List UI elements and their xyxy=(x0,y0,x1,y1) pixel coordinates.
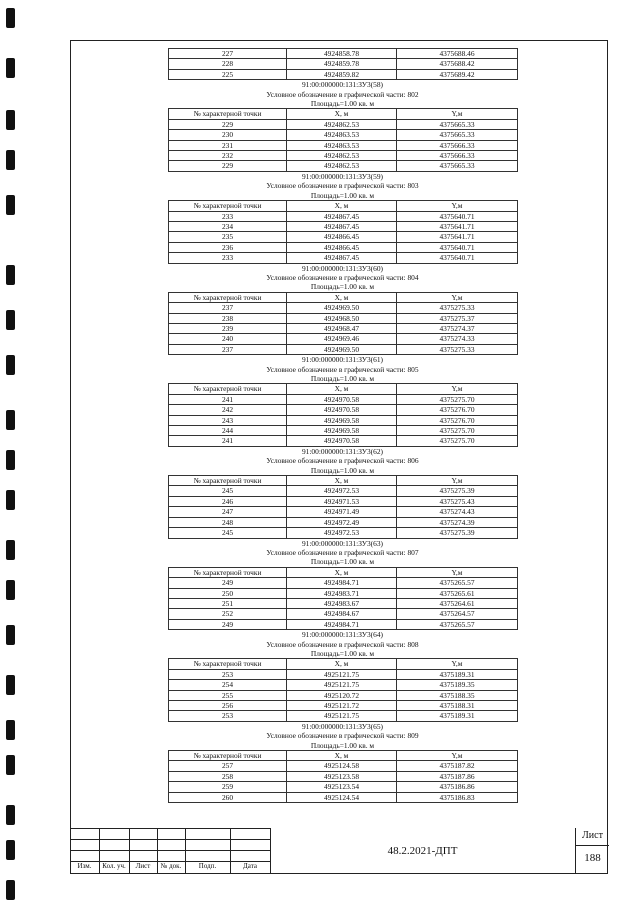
x-coordinate: 4924862.53 xyxy=(287,161,397,171)
table-row xyxy=(169,690,518,700)
x-coordinate: 4924970.58 xyxy=(287,394,397,404)
cadastral-number: 91:00:000000:131:ЗУ3(64) xyxy=(301,630,383,640)
binder-hole-mark xyxy=(6,355,15,375)
header-y: Y,м xyxy=(397,109,518,119)
x-coordinate: 4924969.50 xyxy=(287,344,397,354)
point-number: 252 xyxy=(169,609,287,619)
header-y: Y,м xyxy=(397,384,518,394)
stamp-col-doc: № док. xyxy=(160,862,182,870)
header-y: Y,м xyxy=(397,751,518,761)
x-coordinate: 4924859.82 xyxy=(287,69,397,79)
point-number: 255 xyxy=(169,690,287,700)
binder-hole-mark xyxy=(6,450,15,470)
y-coordinate: 4375265.57 xyxy=(397,619,518,629)
y-coordinate: 4375275.37 xyxy=(397,313,518,323)
table-row xyxy=(169,49,518,59)
table-row xyxy=(169,507,518,517)
point-number: 257 xyxy=(169,761,287,771)
point-number: 238 xyxy=(169,313,287,323)
x-coordinate: 4924970.58 xyxy=(287,436,397,446)
point-number: 256 xyxy=(169,701,287,711)
coordinates-table xyxy=(168,108,518,171)
legend-line xyxy=(168,640,517,649)
point-number: 230 xyxy=(169,130,287,140)
legend-label: Условное обозначение в графической части: xyxy=(266,364,406,374)
y-coordinate: 4375640.71 xyxy=(397,211,518,221)
point-number: 259 xyxy=(169,782,287,792)
header-y: Y,м xyxy=(397,292,518,302)
legend-line xyxy=(168,548,517,557)
y-coordinate: 4375276.70 xyxy=(397,405,518,415)
table-row xyxy=(169,711,518,721)
y-coordinate: 4375275.70 xyxy=(397,436,518,446)
point-number: 250 xyxy=(169,588,287,598)
area-line: Площадь=1.00 кв. м xyxy=(310,190,375,200)
header-point: № характерной точки xyxy=(169,109,287,119)
table-row xyxy=(169,211,518,221)
legend-line xyxy=(168,90,517,99)
point-number: 245 xyxy=(169,528,287,538)
x-coordinate: 4924983.71 xyxy=(287,588,397,598)
legend-code: 802 xyxy=(407,89,419,99)
point-number: 237 xyxy=(169,303,287,313)
table-header-row xyxy=(169,567,518,577)
x-coordinate: 4925121.75 xyxy=(287,669,397,679)
area-line: Площадь=1.00 кв. м xyxy=(310,374,375,383)
title-block xyxy=(70,828,608,874)
x-coordinate: 4924971.53 xyxy=(287,496,397,506)
sheet-label: Лист xyxy=(582,830,603,841)
header-point: № характерной точки xyxy=(169,292,287,302)
table-header-row xyxy=(169,109,518,119)
x-coordinate: 4924969.46 xyxy=(287,334,397,344)
legend-line xyxy=(168,365,517,374)
legend-code: 806 xyxy=(407,456,419,466)
point-number: 254 xyxy=(169,680,287,690)
table-row xyxy=(169,771,518,781)
table-row xyxy=(169,701,518,711)
x-coordinate: 4925121.75 xyxy=(287,680,397,690)
y-coordinate: 4375275.43 xyxy=(397,496,518,506)
legend-code: 803 xyxy=(407,181,419,191)
point-number: 240 xyxy=(169,334,287,344)
binder-hole-mark xyxy=(6,195,15,215)
sheet-number: 188 xyxy=(584,852,601,864)
binder-hole-mark xyxy=(6,410,15,430)
x-coordinate: 4924859.78 xyxy=(287,59,397,69)
table-row xyxy=(169,496,518,506)
table-row xyxy=(169,253,518,263)
point-number: 229 xyxy=(169,161,287,171)
binder-hole-mark xyxy=(6,675,15,695)
table-row xyxy=(169,528,518,538)
x-coordinate: 4925124.58 xyxy=(287,761,397,771)
header-point: № характерной точки xyxy=(169,751,287,761)
binder-hole-mark xyxy=(6,310,15,330)
document-code: 48.2.2021-ДПТ xyxy=(387,845,458,857)
cadastral-number: 91:00:000000:131:ЗУ3(62) xyxy=(301,446,383,456)
coordinates-table xyxy=(168,383,518,446)
y-coordinate: 4375666.33 xyxy=(397,140,518,150)
table-row xyxy=(169,334,518,344)
x-coordinate: 4924969.50 xyxy=(287,303,397,313)
x-coordinate: 4924863.53 xyxy=(287,130,397,140)
area-line: Площадь=1.00 кв. м xyxy=(310,740,375,750)
x-coordinate: 4924862.53 xyxy=(287,151,397,161)
point-number: 239 xyxy=(169,323,287,333)
sheet-box xyxy=(575,828,609,874)
legend-label: Условное обозначение в графической части: xyxy=(266,456,406,466)
binder-hole-mark xyxy=(6,265,15,285)
point-number: 232 xyxy=(169,151,287,161)
table-row xyxy=(169,140,518,150)
table-row xyxy=(169,59,518,69)
x-coordinate: 4924866.45 xyxy=(287,232,397,242)
header-x: X, м xyxy=(287,659,397,669)
point-number: 251 xyxy=(169,598,287,608)
table-row xyxy=(169,313,518,323)
y-coordinate: 4375666.33 xyxy=(397,151,518,161)
table-header-row xyxy=(169,659,518,669)
point-number: 245 xyxy=(169,486,287,496)
x-coordinate: 4924983.67 xyxy=(287,598,397,608)
point-number: 249 xyxy=(169,619,287,629)
point-number: 247 xyxy=(169,507,287,517)
y-coordinate: 4375688.42 xyxy=(397,59,518,69)
table-row xyxy=(169,426,518,436)
y-coordinate: 4375688.46 xyxy=(397,49,518,59)
coordinates-table xyxy=(168,475,518,538)
legend-label: Условное обозначение в графической части: xyxy=(266,181,406,191)
x-coordinate: 4924970.58 xyxy=(287,405,397,415)
x-coordinate: 4924972.49 xyxy=(287,517,397,527)
header-x: X, м xyxy=(287,751,397,761)
y-coordinate: 4375274.43 xyxy=(397,507,518,517)
x-coordinate: 4924984.67 xyxy=(287,609,397,619)
y-coordinate: 4375264.57 xyxy=(397,609,518,619)
binder-hole-mark xyxy=(6,540,15,560)
point-number: 242 xyxy=(169,405,287,415)
table-header-row xyxy=(169,292,518,302)
x-coordinate: 4925121.72 xyxy=(287,701,397,711)
binder-hole-mark xyxy=(6,580,15,600)
table-row xyxy=(169,221,518,231)
y-coordinate: 4375189.31 xyxy=(397,711,518,721)
x-coordinate: 4925123.58 xyxy=(287,771,397,781)
x-coordinate: 4924867.45 xyxy=(287,221,397,231)
point-number: 233 xyxy=(169,253,287,263)
x-coordinate: 4924984.71 xyxy=(287,578,397,588)
cadastral-number: 91:00:000000:131:ЗУ3(61) xyxy=(301,355,383,365)
point-number: 236 xyxy=(169,242,287,252)
point-number: 246 xyxy=(169,496,287,506)
coordinates-table xyxy=(168,200,518,263)
binder-hole-mark xyxy=(6,8,15,28)
y-coordinate: 4375641.71 xyxy=(397,221,518,231)
header-point: № характерной точки xyxy=(169,476,287,486)
binder-hole-mark xyxy=(6,880,15,900)
legend-code: 804 xyxy=(407,272,419,282)
table-row xyxy=(169,405,518,415)
header-y: Y,м xyxy=(397,476,518,486)
stamp-col-date: Дата xyxy=(243,862,257,870)
y-coordinate: 4375641.71 xyxy=(397,232,518,242)
header-point: № характерной точки xyxy=(169,659,287,669)
legend-line xyxy=(168,731,517,740)
y-coordinate: 4375186.86 xyxy=(397,782,518,792)
point-number: 229 xyxy=(169,119,287,129)
cadastral-number: 91:00:000000:131:ЗУ3(60) xyxy=(301,263,383,273)
legend-label: Условное обозначение в графической части: xyxy=(266,731,406,741)
stamp-col-sign: Подп. xyxy=(198,862,217,870)
y-coordinate: 4375274.37 xyxy=(397,323,518,333)
y-coordinate: 4375665.33 xyxy=(397,119,518,129)
point-number: 233 xyxy=(169,211,287,221)
point-number: 237 xyxy=(169,344,287,354)
y-coordinate: 4375665.33 xyxy=(397,130,518,140)
coordinates-table xyxy=(168,750,518,803)
header-point: № характерной точки xyxy=(169,384,287,394)
table-row xyxy=(169,151,518,161)
y-coordinate: 4375640.71 xyxy=(397,242,518,252)
legend-label: Условное обозначение в графической части: xyxy=(266,639,406,649)
stamp-col-izm: Изм. xyxy=(77,862,92,870)
header-x: X, м xyxy=(287,109,397,119)
y-coordinate: 4375275.39 xyxy=(397,528,518,538)
table-row xyxy=(169,161,518,171)
y-coordinate: 4375189.31 xyxy=(397,669,518,679)
y-coordinate: 4375274.33 xyxy=(397,334,518,344)
table-row xyxy=(169,609,518,619)
y-coordinate: 4375665.33 xyxy=(397,161,518,171)
x-coordinate: 4924968.47 xyxy=(287,323,397,333)
table-row xyxy=(169,323,518,333)
point-number: 227 xyxy=(169,49,287,59)
x-coordinate: 4924969.58 xyxy=(287,415,397,425)
table-row xyxy=(169,782,518,792)
legend-label: Условное обозначение в графической части: xyxy=(266,547,406,557)
y-coordinate: 4375274.39 xyxy=(397,517,518,527)
y-coordinate: 4375265.61 xyxy=(397,588,518,598)
cadastral-number: 91:00:000000:131:ЗУ3(58) xyxy=(301,80,383,90)
legend-label: Условное обозначение в графической части: xyxy=(266,89,406,99)
y-coordinate: 4375264.61 xyxy=(397,598,518,608)
y-coordinate: 4375186.83 xyxy=(397,792,518,802)
table-row xyxy=(169,761,518,771)
coordinates-table xyxy=(168,292,518,355)
legend-code: 809 xyxy=(407,731,419,741)
binder-hole-mark xyxy=(6,490,15,510)
y-coordinate: 4375640.71 xyxy=(397,253,518,263)
point-number: 258 xyxy=(169,771,287,781)
x-coordinate: 4924969.58 xyxy=(287,426,397,436)
legend-line xyxy=(168,181,517,190)
legend-code: 808 xyxy=(407,639,419,649)
table-row xyxy=(169,588,518,598)
table-header-row xyxy=(169,384,518,394)
binder-hole-mark xyxy=(6,805,15,825)
legend-code: 805 xyxy=(407,364,419,374)
table-row xyxy=(169,415,518,425)
coordinates-table xyxy=(168,658,518,721)
table-row xyxy=(169,486,518,496)
binder-hole-mark xyxy=(6,150,15,170)
table-row xyxy=(169,344,518,354)
table-row xyxy=(169,578,518,588)
table-row xyxy=(169,303,518,313)
area-line: Площадь=1.00 кв. м xyxy=(310,648,375,658)
y-coordinate: 4375187.82 xyxy=(397,761,518,771)
table-row xyxy=(169,242,518,252)
header-x: X, м xyxy=(287,201,397,211)
y-coordinate: 4375188.31 xyxy=(397,701,518,711)
x-coordinate: 4924862.53 xyxy=(287,119,397,129)
y-coordinate: 4375275.33 xyxy=(397,303,518,313)
area-line: Площадь=1.00 кв. м xyxy=(310,99,375,109)
point-number: 225 xyxy=(169,69,287,79)
header-point: № характерной точки xyxy=(169,201,287,211)
table-row xyxy=(169,792,518,802)
y-coordinate: 4375689.42 xyxy=(397,69,518,79)
header-y: Y,м xyxy=(397,201,518,211)
y-coordinate: 4375276.70 xyxy=(397,415,518,425)
stamp-col-list: Лист xyxy=(135,862,151,870)
table-header-row xyxy=(169,751,518,761)
y-coordinate: 4375187.86 xyxy=(397,771,518,781)
header-y: Y,м xyxy=(397,659,518,669)
table-row xyxy=(169,517,518,527)
x-coordinate: 4924984.71 xyxy=(287,619,397,629)
x-coordinate: 4924863.53 xyxy=(287,140,397,150)
x-coordinate: 4924972.53 xyxy=(287,486,397,496)
cadastral-number: 91:00:000000:131:ЗУ3(65) xyxy=(301,721,383,731)
coordinates-table xyxy=(168,567,518,630)
point-number: 241 xyxy=(169,436,287,446)
cadastral-number: 91:00:000000:131:ЗУ3(63) xyxy=(301,538,383,548)
point-number: 228 xyxy=(169,59,287,69)
y-coordinate: 4375275.39 xyxy=(397,486,518,496)
point-number: 253 xyxy=(169,669,287,679)
point-number: 235 xyxy=(169,232,287,242)
stamp-col-kol: Кол. уч. xyxy=(102,862,126,870)
table-header-row xyxy=(169,476,518,486)
x-coordinate: 4925124.54 xyxy=(287,792,397,802)
x-coordinate: 4925123.54 xyxy=(287,782,397,792)
binder-hole-mark xyxy=(6,58,15,78)
table-row xyxy=(169,130,518,140)
point-number: 244 xyxy=(169,426,287,436)
table-row xyxy=(169,119,518,129)
coordinates-content xyxy=(168,48,517,803)
y-coordinate: 4375265.57 xyxy=(397,578,518,588)
x-coordinate: 4924858.78 xyxy=(287,49,397,59)
header-x: X, м xyxy=(287,567,397,577)
coordinates-table xyxy=(168,48,518,80)
legend-label: Условное обозначение в графической части: xyxy=(266,272,406,282)
x-coordinate: 4924968.50 xyxy=(287,313,397,323)
point-number: 241 xyxy=(169,394,287,404)
y-coordinate: 4375275.70 xyxy=(397,394,518,404)
x-coordinate: 4924971.49 xyxy=(287,507,397,517)
legend-line xyxy=(168,273,517,282)
legend-line xyxy=(168,456,517,465)
point-number: 231 xyxy=(169,140,287,150)
y-coordinate: 4375275.70 xyxy=(397,426,518,436)
binder-hole-mark xyxy=(6,720,15,740)
x-coordinate: 4925120.72 xyxy=(287,690,397,700)
point-number: 248 xyxy=(169,517,287,527)
area-line: Площадь=1.00 кв. м xyxy=(310,557,375,567)
table-row xyxy=(169,394,518,404)
point-number: 253 xyxy=(169,711,287,721)
x-coordinate: 4924972.53 xyxy=(287,528,397,538)
table-row xyxy=(169,232,518,242)
x-coordinate: 4925121.75 xyxy=(287,711,397,721)
point-number: 260 xyxy=(169,792,287,802)
x-coordinate: 4924867.45 xyxy=(287,211,397,221)
header-y: Y,м xyxy=(397,567,518,577)
table-row xyxy=(169,598,518,608)
cadastral-number: 91:00:000000:131:ЗУ3(59) xyxy=(301,171,383,181)
binder-marks xyxy=(6,0,20,905)
header-x: X, м xyxy=(287,292,397,302)
table-header-row xyxy=(169,201,518,211)
point-number: 234 xyxy=(169,221,287,231)
area-line: Площадь=1.00 кв. м xyxy=(310,282,375,292)
binder-hole-mark xyxy=(6,755,15,775)
legend-code: 807 xyxy=(407,547,419,557)
table-row xyxy=(169,69,518,79)
header-point: № характерной точки xyxy=(169,567,287,577)
y-coordinate: 4375189.35 xyxy=(397,680,518,690)
table-row xyxy=(169,669,518,679)
area-line: Площадь=1.00 кв. м xyxy=(310,465,375,475)
point-number: 249 xyxy=(169,578,287,588)
header-x: X, м xyxy=(287,476,397,486)
table-row xyxy=(169,680,518,690)
binder-hole-mark xyxy=(6,840,15,860)
point-number: 243 xyxy=(169,415,287,425)
table-row xyxy=(169,619,518,629)
x-coordinate: 4924866.45 xyxy=(287,242,397,252)
header-x: X, м xyxy=(287,384,397,394)
x-coordinate: 4924867.45 xyxy=(287,253,397,263)
revision-grid xyxy=(70,828,271,874)
binder-hole-mark xyxy=(6,110,15,130)
y-coordinate: 4375275.33 xyxy=(397,344,518,354)
binder-hole-mark xyxy=(6,625,15,645)
y-coordinate: 4375188.35 xyxy=(397,690,518,700)
table-row xyxy=(169,436,518,446)
